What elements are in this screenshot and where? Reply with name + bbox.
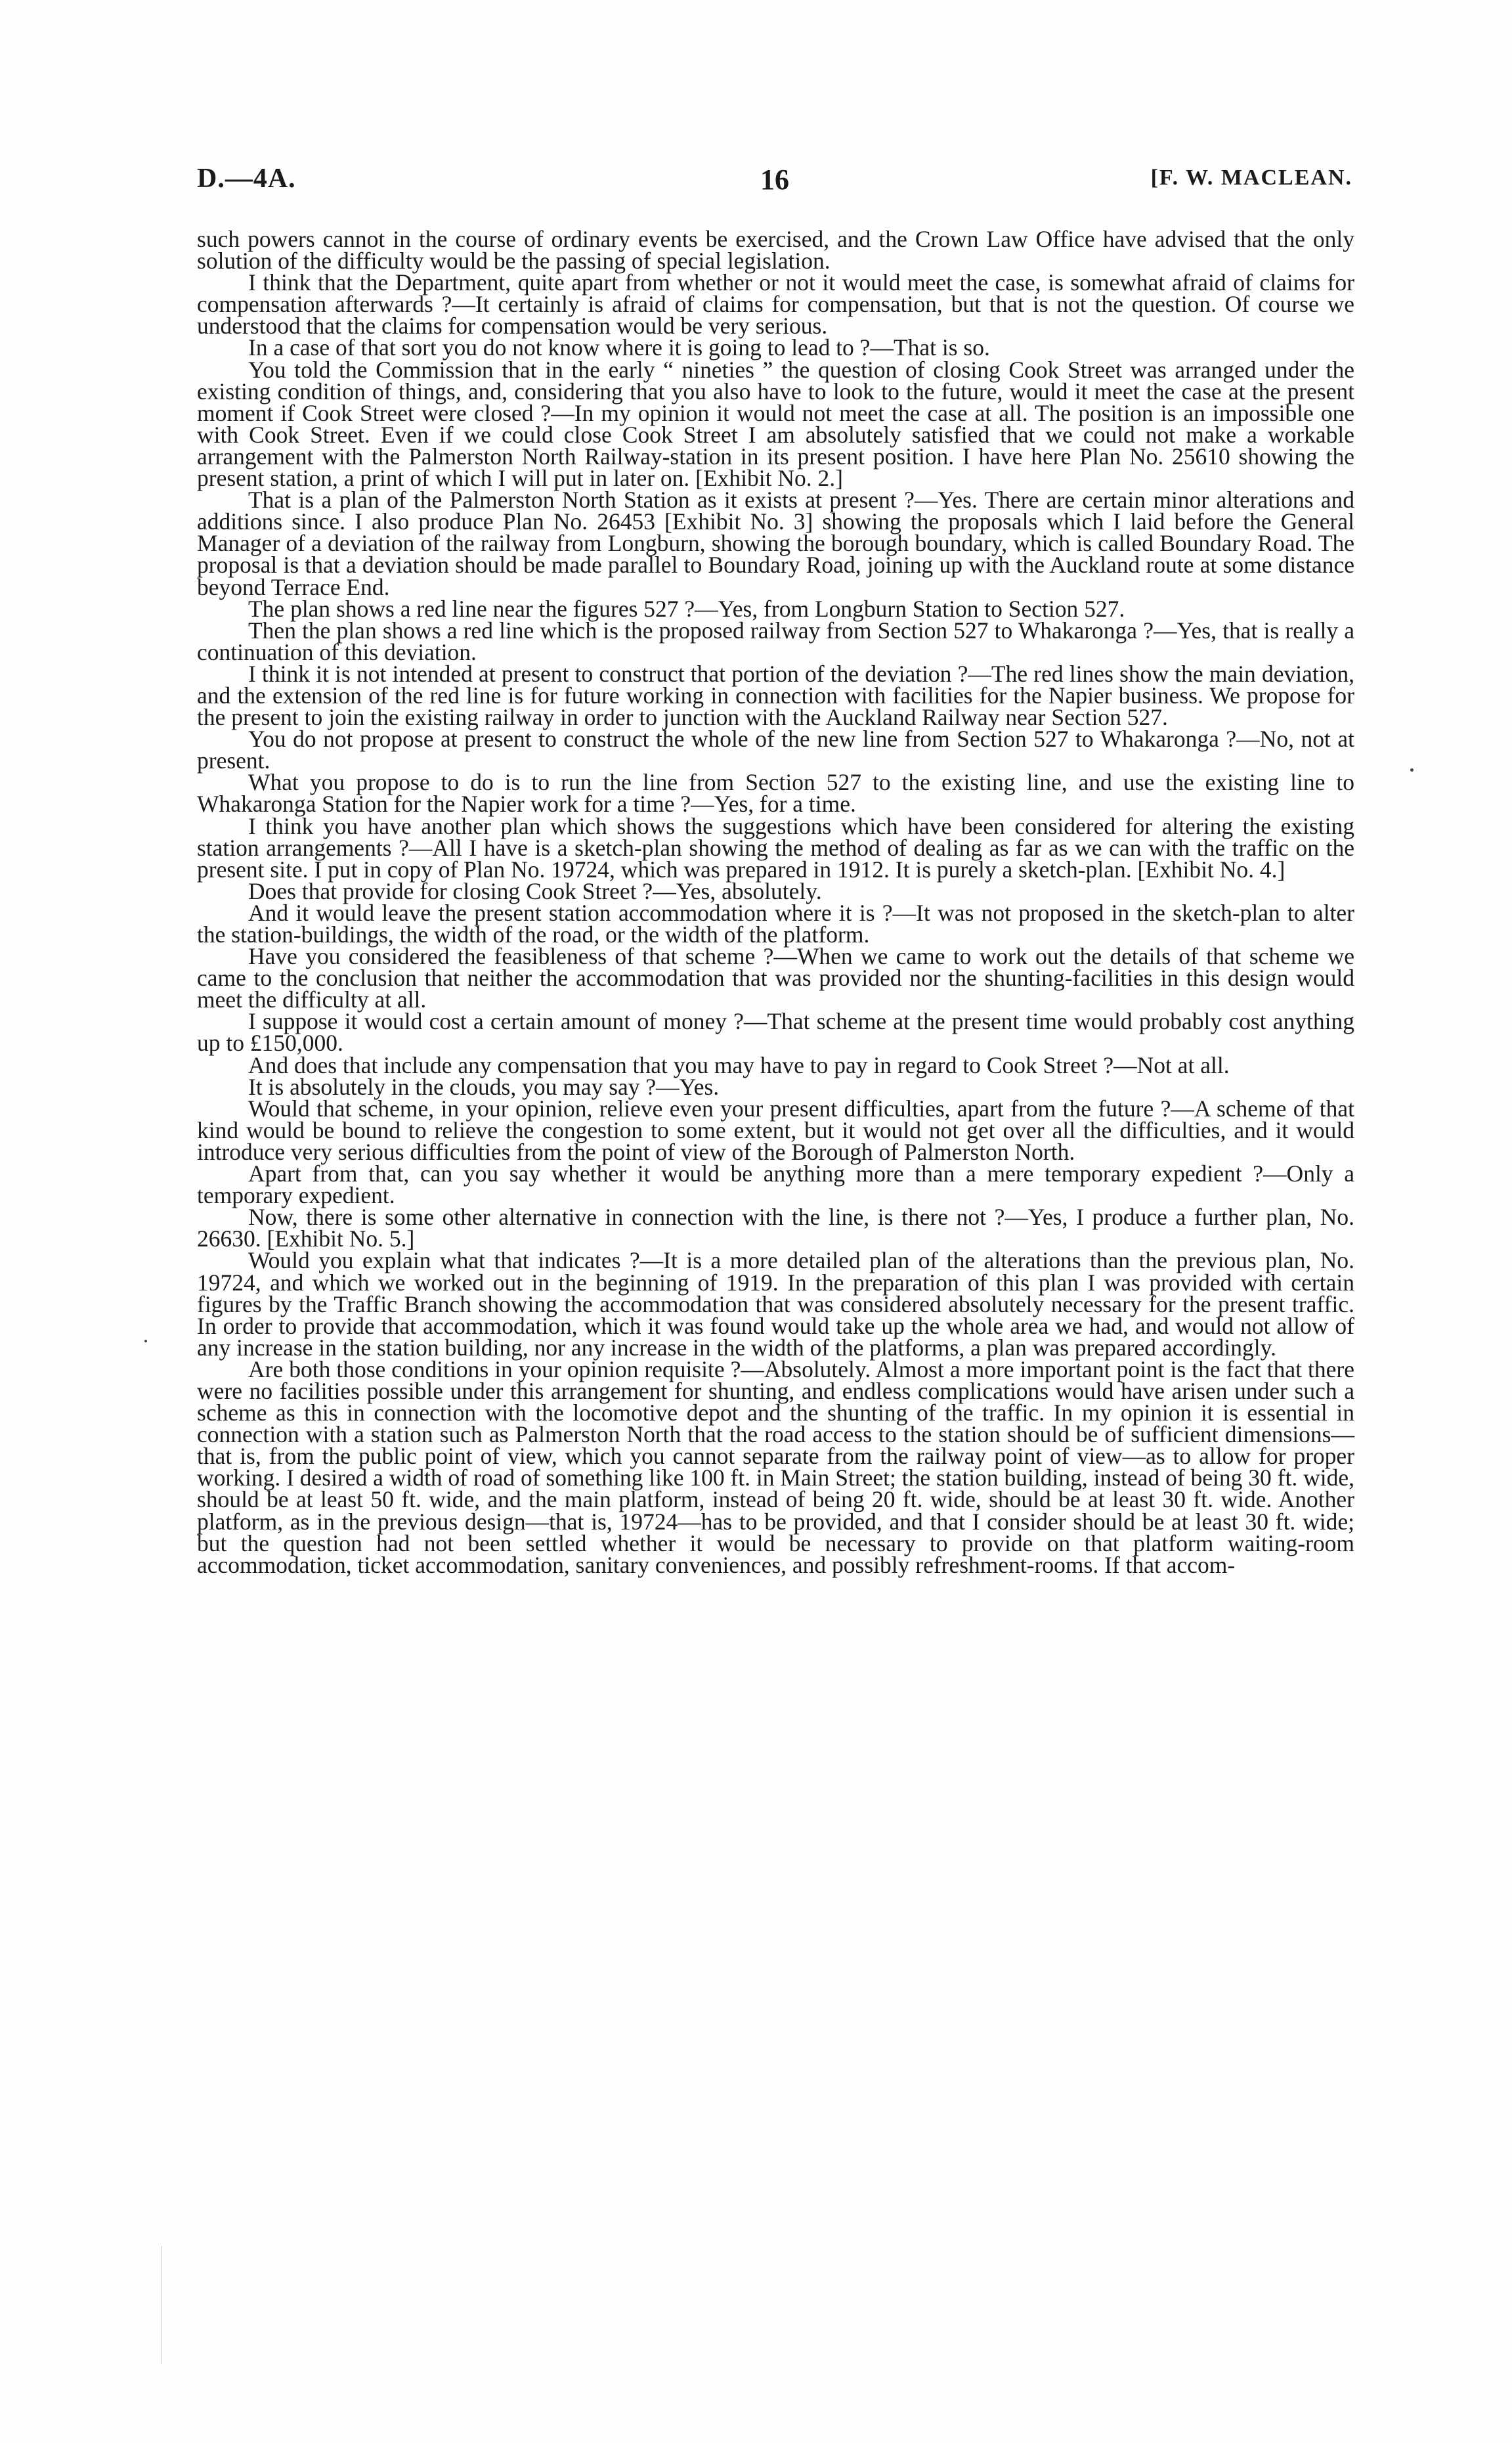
paragraph: Does that provide for closing Cook Street ?—Yes, absolutely. [248, 877, 822, 904]
page-header [197, 163, 1352, 202]
paragraph: I think that the Department, quite apart from whether or not it would meet the case, is somewhat afraid of claims for compensation afterwards ?—It certainly is afraid of claims for compensation, but that is not the question. Of course we understood that the claims for compensation would be very serious. [197, 269, 1354, 340]
paragraph: Would that scheme, in your opinion, relieve even your present difficulties, apart from the future ?—A scheme of that kind would be bound to relieve the congestion to some extent, but it would not get over all the difficulties, and it would introduce very serious difficulties from the point of view of the Borough of Palmerston North. [197, 1095, 1354, 1165]
paragraph: It is absolutely in the clouds, you may say ?—Yes. [248, 1073, 720, 1100]
paragraph: You told the Commission that in the early “ nineties ” the question of closing Cook Street was arranged under the existing condition of things, and, considering that you also have to look to the future, would it meet the case at the present moment if Cook Street were closed ?—In my opinion it would not meet the case at all. The position is an impossible one with Cook Street. Even if we could close Cook Street I am absolutely satisfied that we could not make a workable arrangement with the Palmerston North Railway-station in its present position. I have here Plan No. 25610 showing the present station, a print of which I will put in later on. [Exhibit No. 2.] [197, 356, 1354, 492]
paragraph: I suppose it would cost a certain amount of money ?—That scheme at the present time would probably cost anything up to £150,000. [197, 1008, 1354, 1057]
scan-speck [1410, 768, 1414, 772]
paragraph: Are both those conditions in your opinion requisite ?—Absolutely. Almost a more important point is the fact that there were no facilities possible under this arrangement for shunting, and endless complications would have arisen under such a scheme as this in connection with the locomotive depot and the shunting of the traffic. In my opinion it is essential in connection with a station such as Palmerston North that the road access to the station should be of sufficient dimensions—that is, from the public point of view, which you cannot separate from the railway point of view—as to allow for proper working. I desired a width of road of something like 100 ft. in Main Street; the station building, instead of being 30 ft. wide, should be at least 50 ft. wide, and the main platform, instead of being 20 ft. wide, should be at least 30 ft. wide. Another platform, as in the previous design—that is, 19724—has to be provided, and that I consider should be at least 30 ft. wide; but the question had not been settled whether it would be necessary to provide on that platform waiting-room accommodation, ticket accommodation, sanitary conveniences, and possibly refreshment-rooms. If that accom- [197, 1355, 1354, 1578]
paragraph: What you propose to do is to run the line from Section 527 to the existing line, and use the existing line to Whakaronga Station for the Napier work for a time ?—Yes, for a time. [197, 769, 1354, 818]
paragraph: such powers cannot in the course of ordinary events be exercised, and the Crown Law Office have advised that the only solution of the difficulty would be the passing of special legislation. [197, 226, 1354, 275]
scan-speck [144, 1340, 147, 1342]
paragraph: I think it is not intended at present to construct that portion of the deviation ?—The red lines show the main deviation, and the extension of the red line is for future working in connection with facilities for the Napier business. We propose for the present to join the existing railway in order to junction with the Auckland Railway near Section 527. [197, 660, 1354, 731]
paragraph: In a case of that sort you do not know where it is going to lead to ?—That is so. [248, 334, 990, 361]
paragraph: And it would leave the present station accommodation where it is ?—It was not proposed in the sketch-plan to alter the station-buildings, the width of the road, or the width of the platform. [197, 899, 1354, 948]
paragraph: The plan shows a red line near the figures 527 ?—Yes, from Longburn Station to Section 527. [248, 595, 1125, 622]
paragraph: Apart from that, can you say whether it would be anything more than a mere temporary expedient ?—Only a temporary expedient. [197, 1160, 1354, 1209]
paragraph: You do not propose at present to construct the whole of the new line from Section 527 to Whakaronga ?—No, not at present. [197, 726, 1354, 774]
paragraph: Would you explain what that indicates ?—It is a more detailed plan of the alterations than the previous plan, No. 19724, and which we worked out in the beginning of 1919. In the preparation of this plan I was provided with certain figures by the Traffic Branch showing the accommodation that was considered absolutely necessary for the present traffic. In order to provide that accommodation, which it was found would take up the whole area we had, and would not allow of any increase in the station building, nor any increase in the width of the platforms, a plan was prepared accordingly. [197, 1247, 1354, 1361]
paragraph: I think you have another plan which shows the suggestions which have been considered for altering the existing station arrangements ?—All I have is a sketch-plan showing the method of dealing as far as we can with the traffic on the present site. I put in copy of Plan No. 19724, which was prepared in 1912. It is purely a sketch-plan. [Exhibit No. 4.] [197, 812, 1354, 883]
paragraph: Have you considered the feasibleness of that scheme ?—When we came to work out the details of that scheme we came to the conclusion that neither the accommodation that was provided nor the shunting-facilities in this design would meet the difficulty at all. [197, 943, 1354, 1013]
paragraph: That is a plan of the Palmerston North Station as it exists at present ?—Yes. There are certain minor alterations and additions since. I also produce Plan No. 26453 [Exhibit No. 3] showing the proposals which I laid before the General Manager of a deviation of the railway from Longburn, showing the borough boundary, which is called Boundary Road. The proposal is that a deviation should be made parallel to Boundary Road, joining up with the Auckland route at some distance beyond Terrace End. [197, 487, 1354, 600]
document-reference: D.—4A. [197, 164, 296, 194]
witness-name: [F. W. MACLEAN. [1150, 165, 1352, 190]
page-number: 16 [760, 164, 789, 196]
paragraph: And does that include any compensation that you may have to pay in regard to Cook Street ?—Not at all. [248, 1051, 1230, 1078]
paragraph: Now, there is some other alternative in connection with the line, is there not ?—Yes, I produce a further plan, No. 26630. [Exhibit No. 5.] [197, 1204, 1354, 1252]
paragraph: Then the plan shows a red line which is the proposed railway from Section 527 to Whakaronga ?—Yes, that is really a continuation of this deviation. [197, 617, 1354, 665]
body-text [197, 226, 1354, 1578]
